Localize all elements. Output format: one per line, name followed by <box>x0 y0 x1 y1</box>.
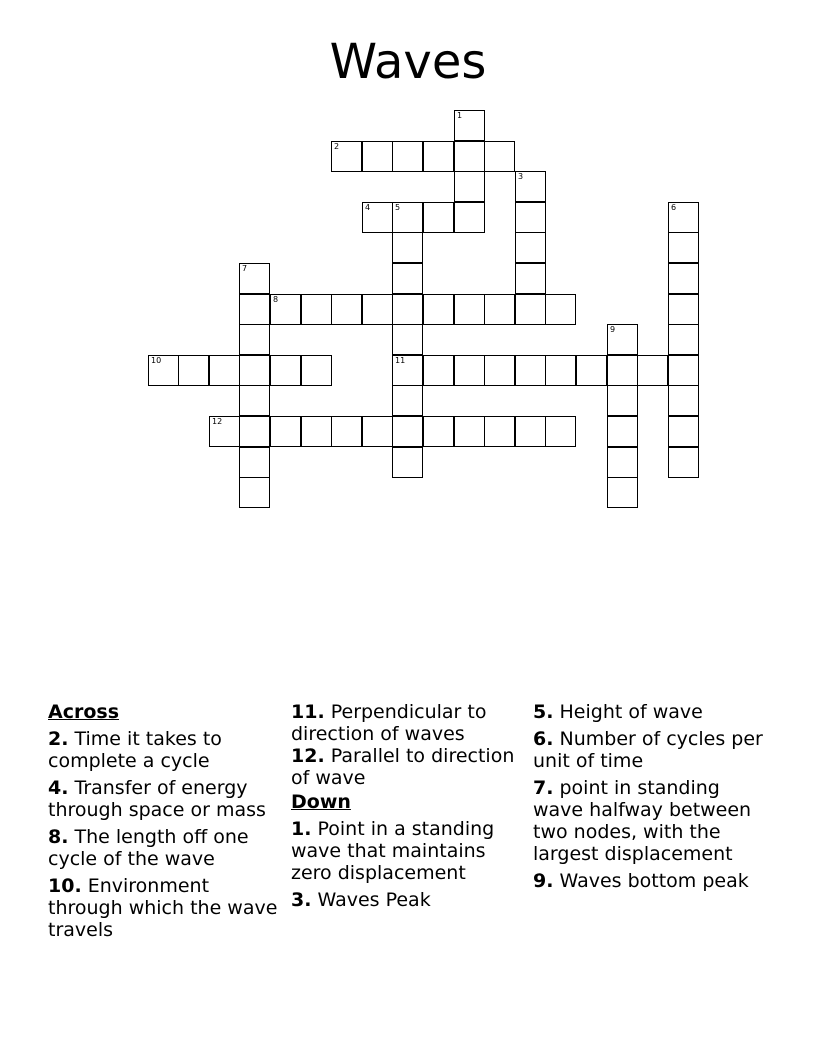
clue-number: 11. <box>291 701 325 723</box>
clue-text: Point in a standing wave that maintains zero displacement <box>291 818 495 884</box>
grid-cell[interactable] <box>484 355 515 386</box>
grid-cell[interactable] <box>484 294 515 325</box>
grid-cell[interactable] <box>239 294 270 325</box>
grid-cell[interactable] <box>392 263 423 294</box>
grid-cell[interactable] <box>515 232 546 263</box>
clue-text: Waves Peak <box>317 889 431 911</box>
cell-number: 9 <box>610 325 616 334</box>
grid-cell[interactable] <box>454 171 485 202</box>
grid-cell[interactable] <box>392 324 423 355</box>
grid-cell[interactable] <box>484 416 515 447</box>
cell-number: 6 <box>671 203 677 212</box>
cell-number: 5 <box>395 203 401 212</box>
clue-across-12 <box>291 745 523 789</box>
clue-number: 3. <box>291 889 312 911</box>
grid-cell[interactable] <box>423 294 454 325</box>
grid-cell[interactable] <box>392 141 423 172</box>
clue-across-8 <box>48 826 280 870</box>
clue-number: 6. <box>533 728 554 750</box>
grid-cell[interactable] <box>423 416 454 447</box>
puzzle-title: Waves <box>329 34 487 90</box>
clue-text: Time it takes to complete a cycle <box>48 728 222 772</box>
clue-down-5 <box>533 701 773 723</box>
grid-cell[interactable] <box>454 355 485 386</box>
cell-number: 4 <box>365 203 371 212</box>
clue-number: 9. <box>533 870 554 892</box>
clue-number: 12. <box>291 745 325 767</box>
grid-cell[interactable] <box>392 385 423 416</box>
grid-cell[interactable] <box>239 477 270 508</box>
cell-number: 8 <box>273 295 279 304</box>
grid-cell[interactable] <box>668 447 699 478</box>
grid-cell[interactable] <box>239 355 270 386</box>
clue-text: Parallel to direction of wave <box>291 745 515 789</box>
grid-cell[interactable] <box>301 416 332 447</box>
grid-cell[interactable] <box>668 232 699 263</box>
grid-cell[interactable] <box>392 294 423 325</box>
grid-cell[interactable] <box>270 416 301 447</box>
grid-cell[interactable] <box>607 477 638 508</box>
grid-cell[interactable] <box>454 416 485 447</box>
cell-number: 2 <box>334 142 340 151</box>
grid-cell[interactable] <box>454 202 485 233</box>
grid-cell[interactable] <box>392 447 423 478</box>
grid-cell[interactable] <box>239 263 270 294</box>
clue-across-4 <box>48 777 280 821</box>
cell-number: 12 <box>212 417 223 426</box>
grid-cell[interactable] <box>515 171 546 202</box>
grid-cell[interactable] <box>515 416 546 447</box>
grid-cell[interactable] <box>362 141 393 172</box>
grid-cell[interactable] <box>545 416 576 447</box>
clue-number: 7. <box>533 777 554 799</box>
clues-column-1 <box>48 701 280 946</box>
clue-text: Waves bottom peak <box>559 870 749 892</box>
clue-number: 1. <box>291 818 312 840</box>
grid-cell[interactable] <box>607 324 638 355</box>
grid-cell[interactable] <box>423 202 454 233</box>
clue-down-3 <box>291 889 523 911</box>
grid-cell[interactable] <box>301 294 332 325</box>
grid-cell[interactable] <box>392 232 423 263</box>
grid-cell[interactable] <box>637 355 668 386</box>
grid-cell[interactable] <box>362 202 393 233</box>
grid-cell[interactable] <box>607 355 638 386</box>
grid-cell[interactable] <box>331 416 362 447</box>
grid-cell[interactable] <box>515 294 546 325</box>
grid-cell[interactable] <box>392 416 423 447</box>
grid-cell[interactable] <box>668 294 699 325</box>
grid-cell[interactable] <box>362 294 393 325</box>
grid-cell[interactable] <box>515 202 546 233</box>
grid-cell[interactable] <box>362 416 393 447</box>
clue-text: Height of wave <box>559 701 703 723</box>
grid-cell[interactable] <box>607 385 638 416</box>
clue-number: 4. <box>48 777 69 799</box>
grid-cell[interactable] <box>239 385 270 416</box>
cell-number: 7 <box>242 264 248 273</box>
clue-across-11 <box>291 701 523 745</box>
cell-number: 10 <box>151 356 162 365</box>
clue-text: Environment through which the wave travels <box>48 875 278 941</box>
grid-cell[interactable] <box>331 141 362 172</box>
grid-cell[interactable] <box>668 385 699 416</box>
grid-cell[interactable] <box>668 324 699 355</box>
clue-text: Number of cycles per unit of time <box>533 728 763 772</box>
clue-number: 8. <box>48 826 69 848</box>
clue-text: The length off one cycle of the wave <box>48 826 249 870</box>
clue-down-6 <box>533 728 773 772</box>
clue-text: point in standing wave halfway between two nodes, with the largest displacement <box>533 777 752 865</box>
grid-cell[interactable] <box>607 416 638 447</box>
clue-number: 10. <box>48 875 82 897</box>
grid-cell[interactable] <box>239 447 270 478</box>
across-heading: Across <box>48 701 120 723</box>
grid-cell[interactable] <box>454 110 485 141</box>
grid-cell[interactable] <box>209 355 240 386</box>
grid-cell[interactable] <box>668 355 699 386</box>
grid-cell[interactable] <box>545 355 576 386</box>
grid-cell[interactable] <box>270 294 301 325</box>
grid-cell[interactable] <box>576 355 607 386</box>
grid-cell[interactable] <box>484 141 515 172</box>
grid-cell[interactable] <box>148 355 179 386</box>
grid-cell[interactable] <box>301 355 332 386</box>
clue-down-1 <box>291 818 523 884</box>
clue-down-7 <box>533 777 773 865</box>
clue-across-2 <box>48 728 280 772</box>
grid-cell[interactable] <box>668 416 699 447</box>
clue-text: Perpendicular to direction of waves <box>291 701 487 745</box>
grid-cell[interactable] <box>239 324 270 355</box>
grid-cell[interactable] <box>423 141 454 172</box>
grid-cell[interactable] <box>270 355 301 386</box>
grid-cell[interactable] <box>515 263 546 294</box>
grid-cell[interactable] <box>392 202 423 233</box>
grid-cell[interactable] <box>239 416 270 447</box>
grid-cell[interactable] <box>423 355 454 386</box>
clues-column-2 <box>291 701 523 916</box>
cell-number: 3 <box>518 172 524 181</box>
grid-cell[interactable] <box>454 294 485 325</box>
clue-across-10 <box>48 875 280 941</box>
clue-text: Transfer of energy through space or mass <box>48 777 266 821</box>
crossword-grid <box>0 0 816 520</box>
grid-cell[interactable] <box>545 294 576 325</box>
grid-cell[interactable] <box>607 447 638 478</box>
grid-cell[interactable] <box>392 355 423 386</box>
grid-cell[interactable] <box>454 141 485 172</box>
clue-down-9 <box>533 870 773 892</box>
cell-number: 1 <box>457 111 463 120</box>
grid-cell[interactable] <box>668 202 699 233</box>
down-heading: Down <box>291 791 351 813</box>
grid-cell[interactable] <box>178 355 209 386</box>
grid-cell[interactable] <box>515 355 546 386</box>
clue-number: 5. <box>533 701 554 723</box>
clue-number: 2. <box>48 728 69 750</box>
clues-column-3 <box>533 701 773 897</box>
cell-number: 11 <box>395 356 406 365</box>
grid-cell[interactable] <box>668 263 699 294</box>
grid-cell[interactable] <box>209 416 240 447</box>
grid-cell[interactable] <box>331 294 362 325</box>
